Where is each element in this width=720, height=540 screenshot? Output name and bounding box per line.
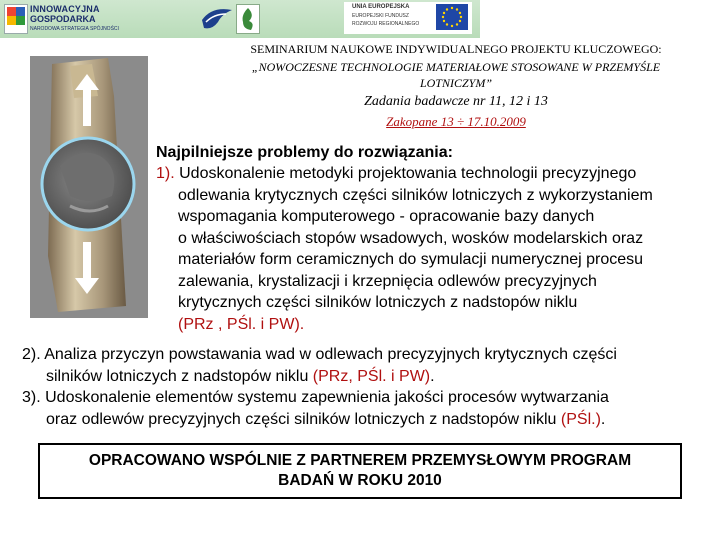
item1-materials: (PRz , PŚl. i PW). — [178, 315, 305, 333]
item2-materials: (PRz, PŚl. i PW) — [312, 367, 431, 385]
item3-line2-text: oraz odlewów precyzyjnych części silników lotniczych z nadstopów niklu — [46, 410, 561, 428]
item1-line6: zalewania, krystalizacji i krzepnięcia odlewów precyzyjnych — [178, 272, 597, 290]
item2-line2-suffix: . — [430, 367, 435, 385]
eu-logo — [344, 2, 472, 34]
header-logo-strip — [0, 0, 480, 38]
item2-line1: 2). Analiza przyczyn powstawania wad w odlewach precyzyjnych krytycznych części — [22, 346, 617, 363]
problems-heading: Najpilniejsze problemy do rozwiązania: — [156, 144, 453, 161]
eu-logo-line3: ROZWOJU REGIONALNEGO — [352, 21, 420, 27]
project-title-line2: LOTNICZYM” — [419, 76, 493, 90]
item3-line2-suffix: . — [600, 410, 606, 428]
footer-box-line2: BADAŃ W ROKU 2010 — [278, 472, 442, 489]
research-tasks: Zadania badawcze nr 11, 12 i 13 — [364, 94, 548, 109]
item1-line8 — [178, 314, 304, 336]
innowacyjna-gospodarka-logo — [2, 2, 142, 36]
logo-line3: NARODOWA STRATEGIA SPÓJNOŚCI — [30, 26, 119, 32]
item1-line5: materiałów form ceramicznych do symulacji numerycznej procesu — [178, 251, 644, 268]
item1-text: Udoskonalenie metodyki projektowania technologii precyzyjnego — [174, 165, 637, 182]
footer-box-line1: OPRACOWANO WSPÓLNIE Z PARTNEREM PRZEMYSŁOWYM PROGRAM — [88, 452, 632, 469]
institute-logo-icon — [236, 4, 260, 34]
footer-box — [38, 443, 682, 499]
item1-line4: o właściwościach stopów wsadowych, wosków modelarskich oraz — [178, 229, 644, 247]
logo-squares-icon — [4, 4, 28, 34]
eu-logo-line1: UNIA EUROPEJSKA — [352, 4, 410, 10]
location-date: Zakopane 13 ÷ 17.10.2009 — [386, 114, 526, 129]
item1-line3: wspomagania komputerowego - opracowanie bazy danych — [178, 208, 595, 225]
turbine-blade-image — [30, 56, 148, 318]
project-title-line1: „NOWOCZESNE TECHNOLOGIE MATERIAŁOWE STOSOWANE W PRZEMYŚLE — [251, 60, 661, 74]
item3-line2 — [46, 409, 605, 431]
eu-logo-line2: EUROPEJSKI FUNDUSZ — [352, 13, 409, 19]
item1-number: 1). — [156, 165, 175, 182]
item2-line2-text: silników lotniczych z nadstopów niklu — [46, 367, 313, 385]
logo-line2: GOSPODARKA — [30, 14, 96, 24]
item3-line1: 3). Udoskonalenie elementów systemu zapewnienia jakości procesów wytwarzania — [22, 389, 609, 406]
item1-line2: odlewania krytycznych części silników lotniczych z wykorzystaniem — [178, 186, 653, 204]
eu-flag-icon — [436, 4, 468, 30]
item1-line1 — [156, 163, 636, 185]
item2-line2 — [46, 366, 435, 388]
item3-materials: (PŚl.) — [560, 410, 601, 428]
seminar-title: SEMINARIUM NAUKOWE INDYWIDUALNEGO PROJEKTU KLUCZOWEGO: — [250, 42, 662, 56]
item1-line7: krytycznych części silników lotniczych z nadstopów niklu — [178, 294, 578, 311]
bird-logo-icon — [200, 2, 234, 34]
logo-line1: INNOWACYJNA — [30, 4, 100, 14]
